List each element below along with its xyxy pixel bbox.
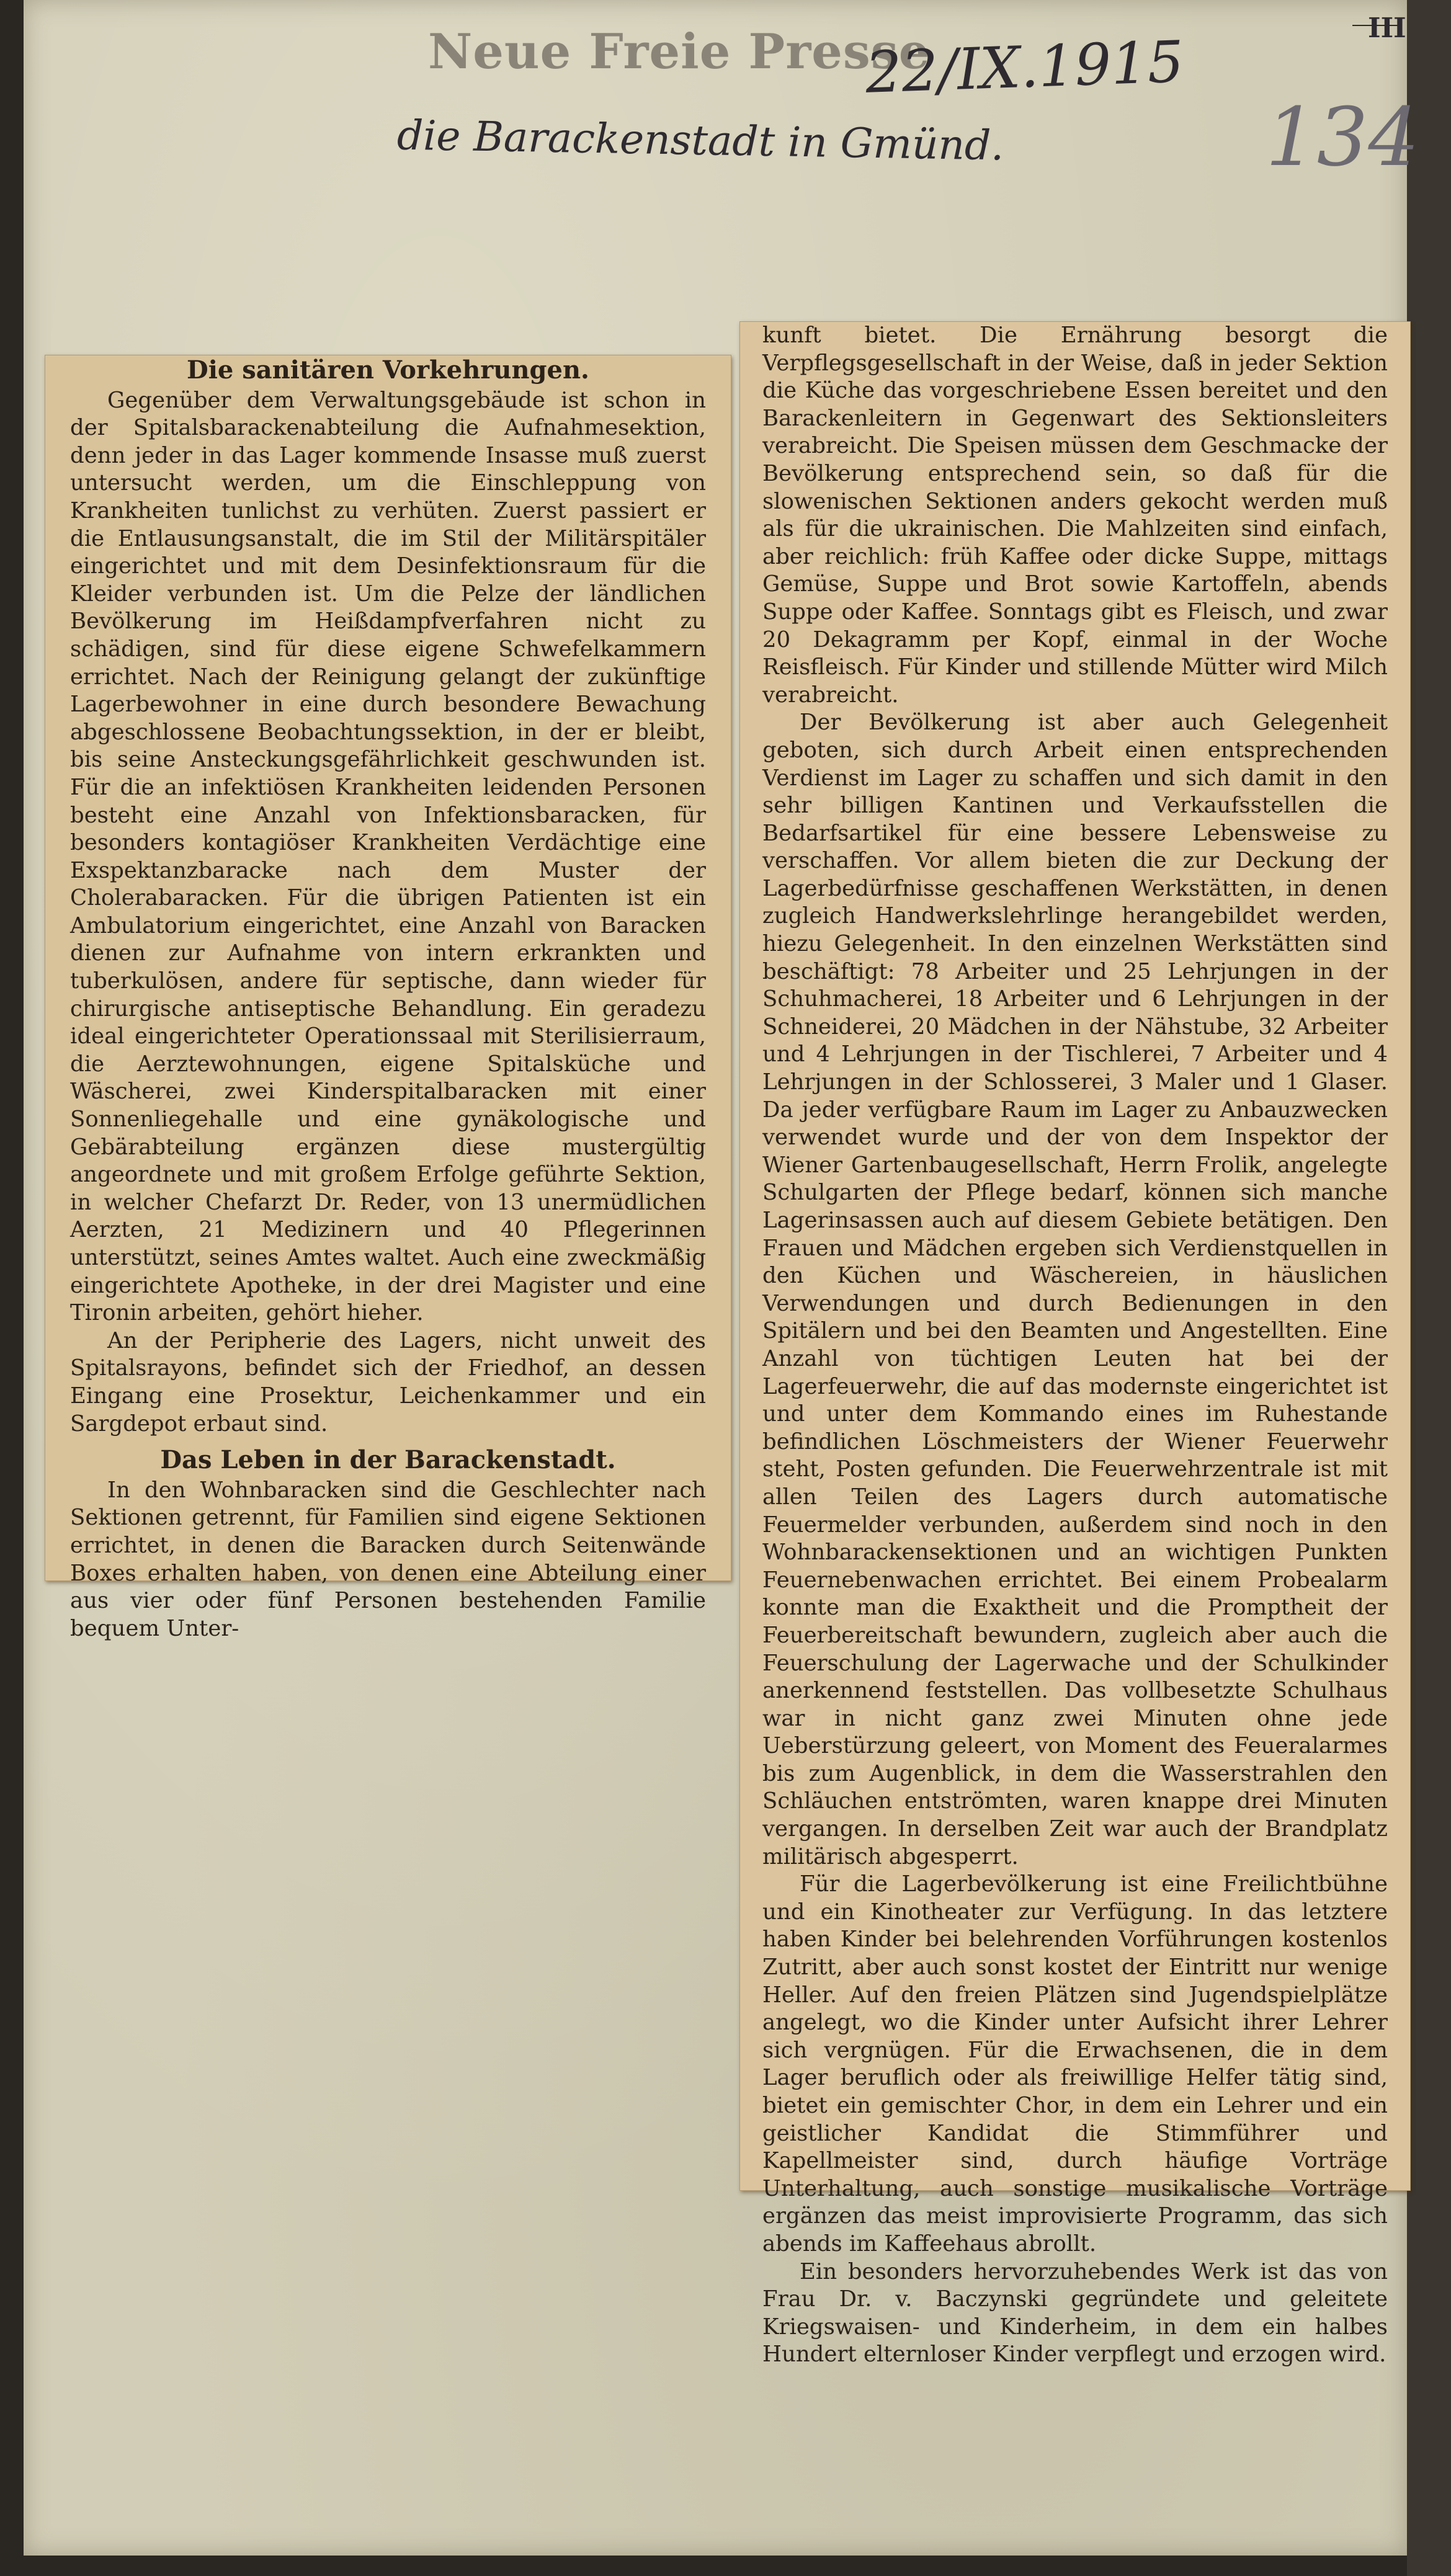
clipping-right-text: [740, 322, 1410, 2368]
paragraph: An der Peripherie des Lagers, nicht unweit des Spitalsrayons, befindet sich der Friedhof, an dessen Eingang eine Prosektur, Leichenkammer und ein Sargdepot erbaut sind.: [70, 1327, 706, 1437]
section-heading-sanitary: Die sanitären Vorkehrungen.: [187, 355, 589, 385]
handwritten-date: 22/IX.1915: [864, 29, 1185, 106]
newspaper-stamp: Neue Freie Presse: [428, 24, 931, 80]
handwritten-note: die Barackenstadt in Gmünd.: [396, 111, 1004, 170]
paragraph: In den Wohnbaracken sind die Geschlechter nach Sektionen getrennt, für Familien sind eigene Sektionen errichtet, in denen die Baracken durch Seitenwände Boxes erhalten haben, von denen eine Abteilung einer aus vier oder fünf Personen bestehenden Familie bequem Unter-: [70, 1477, 706, 1641]
paragraph: Für die Lagerbevölkerung ist eine Freilichtbühne und ein Kinotheater zur Verfügung. In das letztere haben Kinder bei belehrenden Vorführungen kostenlos Zutritt, aber auch sonst kostet der Eintritt nur wenige Heller. Auf den freien Plätzen sind Jugendspielplätze angelegt, wo die Kinder unter Aufsicht ihrer Lehrer sich vergnügen. Für die Erwachsenen, die in dem Lager beruflich oder als freiwillige Helfer tätig sind, bietet ein gemischter Chor, in dem ein Lehrer und ein geistlicher Kandidat die Stimmführer und Kapellmeister sind, durch häufige Vorträge Unterhaltung, auch sonstige musikalische Vorträge ergänzen das meist improvisierte Programm, das sich abends im Kaffeehaus abrollt.: [762, 1871, 1388, 2257]
paragraph: Ein besonders hervorzuhebendes Werk ist das von Frau Dr. v. Baczynski gegründete und geleitete Kriegswaisen- und Kinderheim, in dem ein halbes Hundert elternloser Kinder verpflegt und erzogen wird.: [762, 2258, 1388, 2368]
archive-number: 134: [1266, 90, 1420, 184]
section-heading-life: Das Leben in der Barackenstadt.: [160, 1445, 616, 1475]
clipping-left: [45, 355, 731, 1641]
paragraph: Der Bevölkerung ist aber auch Gelegenheit geboten, sich durch Arbeit einen entsprechenden Verdienst im Lager zu schaffen und sich damit in den sehr billigen Kantinen und Verkaufsstellen die Bedarfsartikel für eine bessere Lebensweise zu verschaffen. Vor allem bieten die zur Deckung der Lagerbedürfnisse geschaffenen Werkstätten, in denen zugleich Handwerkslehrlinge herangebildet werden, hiezu Gelegenheit. In den einzelnen Werkstätten sind beschäftigt: 78 Arbeiter und 25 Lehrjungen in der Schuhmacherei, 18 Arbeiter und 6 Lehrjungen in der Schneiderei, 20 Mädchen in der Nähstube, 32 Arbeiter und 4 Lehrjungen in der Tischlerei, 7 Arbeiter und 4 Lehrjungen in der Schlosserei, 3 Maler und 1 Glaser. Da jeder verfügbare Raum im Lager zu Anbauzwecken verwendet wurde und der von dem Inspektor der Wiener Gartenbaugesellschaft, Herrn Frolik, angelegte Schulgarten der Pflege bedarf, können sich manche Lagerinsassen auch auf diesem Gebiete betätigen. Den Frauen und Mädchen ergeben sich Verdienstquellen in den Küchen und Wäschereien, in häuslichen Verwendungen und durch Bedienungen in den Spitälern und bei den Beamten und Angestellten. Eine Anzahl von tüchtigen Leuten hat bei der Lagerfeuerwehr, die auf das modernste eingerichtet ist und unter dem Kommando eines im Ruhestande befindlichen Löschmeisters der Wiener Feuerwehr steht, Posten gefunden. Die Feuerwehrzentrale ist mit allen Teilen des Lagers durch automatische Feuermelder verbunden, außerdem sind noch in den Wohnbarackensektionen und an wichtigen Punkten Feuernebenwachen errichtet. Bei einem Probealarm konnte man die Exaktheit und die Promptheit der Feuerbereitschaft bewundern, zugleich aber auch die Feuerschulung der Lagerwache und der Schulkinder anerkennend feststellen. Das vollbesetzte Schulhaus war in nicht ganz zwei Minuten ohne jede Ueberstürzung geleert, von Moment des Feueralarmes bis zum Augenblick, in dem die Wasserstrahlen den Schläuchen entströmten, waren knappe drei Minuten vergangen. In derselben Zeit war auch der Brandplatz militärisch abgesperrt.: [762, 710, 1388, 1870]
paragraph: kunft bietet. Die Ernährung besorgt die Verpflegsgesellschaft in der Weise, daß in jeder Sektion die Küche das vorgeschriebene Essen bereitet und den Barackenleitern in Gegenwart des Sektionsleiters verabreicht. Die Speisen müssen dem Geschmacke der Bevölkerung entsprechend sein, so daß für die slowenischen Sektionen anders gekocht werden muß als für die ukrainischen. Die Mahlzeiten sind einfach, aber reichlich: früh Kaffee oder dicke Suppe, mittags Gemüse, Suppe und Brot sowie Kartoffeln, abends Suppe oder Kaffee. Sonntags gibt es Fleisch, und zwar 20 Dekagramm per Kopf, einmal in der Woche Reisfleisch. Für Kinder und stillende Mütter wird Milch verabreicht.: [762, 323, 1388, 708]
sheet-numeral: III: [1368, 12, 1406, 44]
clipping-right: [739, 321, 1411, 2368]
clipping-left-text: [45, 355, 731, 1641]
scan-edge: [1407, 0, 1451, 2576]
paragraph: Gegenüber dem Verwaltungsgebäude ist schon in der Spitalsbarackenabteilung die Aufnahmesektion, denn jeder in das Lager kommende Insasse muß zuerst untersucht werden, um die Einschleppung von Krankheiten tunlichst zu verhüten. Zuerst passiert er die Entlausungsanstalt, die im Stil der Militärspitäler eingerichtet und mit dem Desinfektionsraum für die Kleider verbunden ist. Um die Pelze der ländlichen Bevölkerung im Heißdampfverfahren nicht zu schädigen, sind für diese eigene Schwefelkammern errichtet. Nach der Reinigung gelangt der zukünftige Lagerbewohner in eine durch besondere Bewachung abgeschlossene Beobachtungssektion, in der er bleibt, bis seine Ansteckungsgefährlichkeit geschwunden ist. Für die an infektiösen Krankheiten leidenden Personen besteht eine Anzahl von Infektionsbaracken, für besonders kontagiöser Krankheiten Verdächtige eine Exspektanzbaracke nach dem Muster der Cholerabaracken. Für die übrigen Patienten ist ein Ambulatorium eingerichtet, eine Anzahl von Baracken dienen zur Aufnahme von intern erkrankten und tuberkulösen, andere für septische, dann wieder für chirurgische antiseptische Behandlung. Ein geradezu ideal eingerichteter Operationssaal mit Sterilisierraum, die Aerztewohnungen, eigene Spitalsküche und Wäscherei, zwei Kinderspitalbaracken mit einer Sonnenliegehalle und eine gynäkologische und Gebärabteilung ergänzen diese mustergültig angeordnete und mit großem Erfolge geführte Sektion, in welcher Chefarzt Dr. Reder, von 13 unermüdlichen Aerzten, 21 Medizinern und 40 Pflegerinnen unterstützt, seines Amtes waltet. Auch eine zweckmäßig eingerichtete Apotheke, in der drei Magister und eine Tironin arbeiten, gehört hieher.: [70, 387, 706, 1326]
